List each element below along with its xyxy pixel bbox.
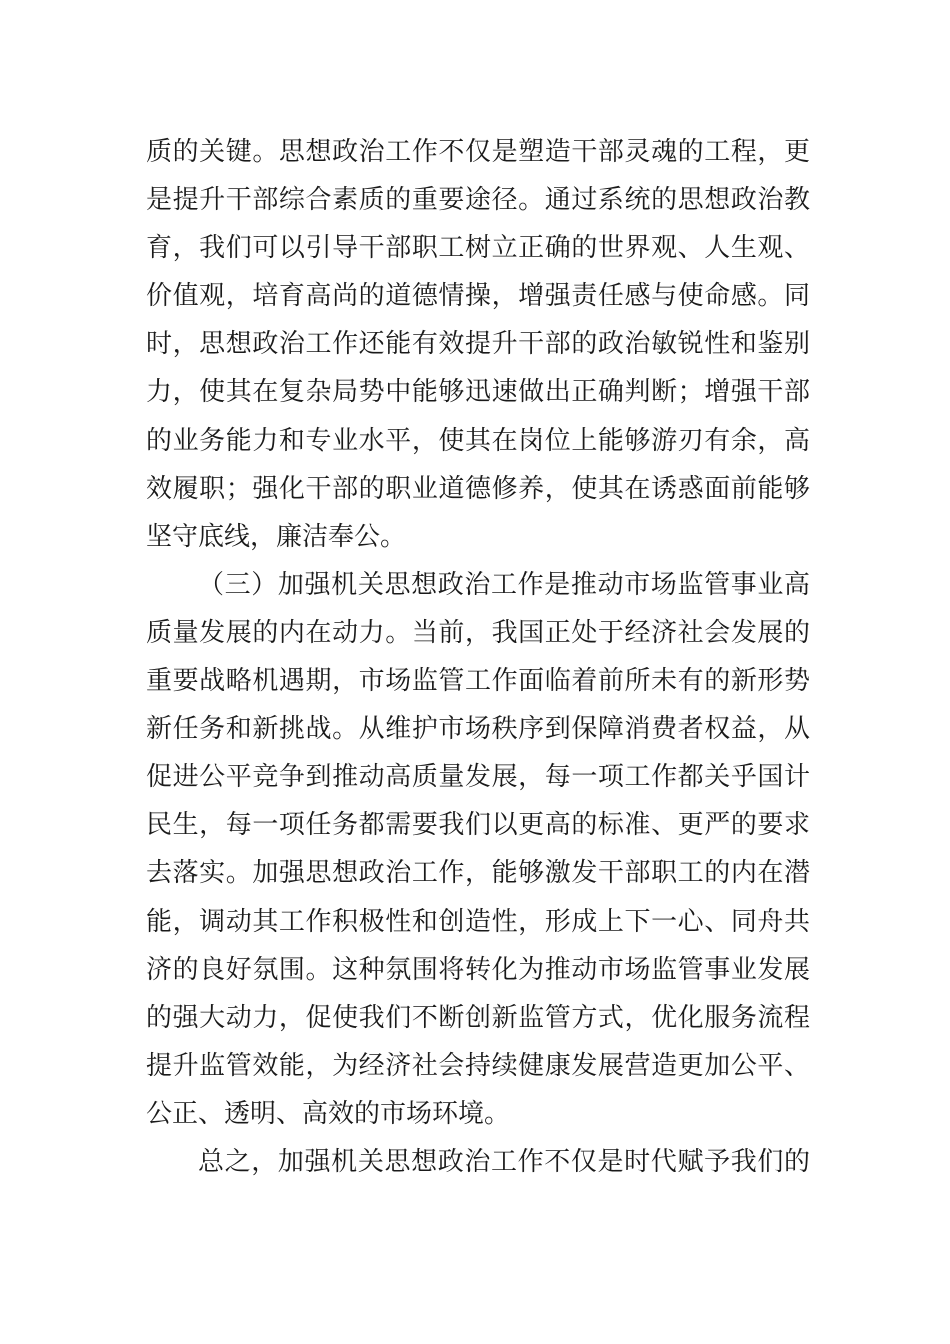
text-line: 民生，每一项任务都需要我们以更高的标准、更严的要求 xyxy=(146,810,810,841)
conclusion-line: 总之，加强机关思想政治工作不仅是时代赋予我们的 xyxy=(198,1146,810,1177)
text-line: 提升监管效能，为经济社会持续健康发展营造更加公平、 xyxy=(146,1050,810,1081)
text-line: 力，使其在复杂局势中能够迅速做出正确判断；增强干部 xyxy=(146,377,810,408)
text-line: 的业务能力和专业水平，使其在岗位上能够游刃有余，高 xyxy=(146,425,810,456)
text-line: 重要战略机遇期，市场监管工作面临着前所未有的新形势 xyxy=(146,666,810,697)
text-line: 坚守底线，廉洁奉公。 xyxy=(146,521,407,552)
text-line: 去落实。加强思想政治工作，能够激发干部职工的内在潜 xyxy=(146,858,810,889)
text-line: 质量发展的内在动力。当前，我国正处于经济社会发展的 xyxy=(146,617,810,648)
text-line: 时，思想政治工作还能有效提升干部的政治敏锐性和鉴别 xyxy=(146,329,810,360)
text-line: 公正、透明、高效的市场环境。 xyxy=(146,1098,511,1129)
text-line: 能，调动其工作积极性和创造性，形成上下一心、同舟共 xyxy=(146,906,810,937)
text-line: 促进公平竞争到推动高质量发展，每一项工作都关乎国计 xyxy=(146,762,810,793)
text-line: 效履职；强化干部的职业道德修养，使其在诱惑面前能够 xyxy=(146,473,810,504)
section-heading-line: （三）加强机关思想政治工作是推动市场监管事业高 xyxy=(198,569,810,600)
text-line: 是提升干部综合素质的重要途径。通过系统的思想政治教 xyxy=(146,185,810,216)
text-line: 济的良好氛围。这种氛围将转化为推动市场监管事业发展 xyxy=(146,954,810,985)
text-line: 的强大动力，促使我们不断创新监管方式，优化服务流程 xyxy=(146,1002,810,1033)
text-line: 育，我们可以引导干部职工树立正确的世界观、人生观、 xyxy=(146,233,810,264)
text-line: 质的关键。思想政治工作不仅是塑造干部灵魂的工程，更 xyxy=(146,137,810,167)
text-line: 价值观，培育高尚的道德情操，增强责任感与使命感。同 xyxy=(146,281,810,312)
text-line: 新任务和新挑战。从维护市场秩序到保障消费者权益，从 xyxy=(146,714,810,745)
body-text xyxy=(146,128,810,1186)
